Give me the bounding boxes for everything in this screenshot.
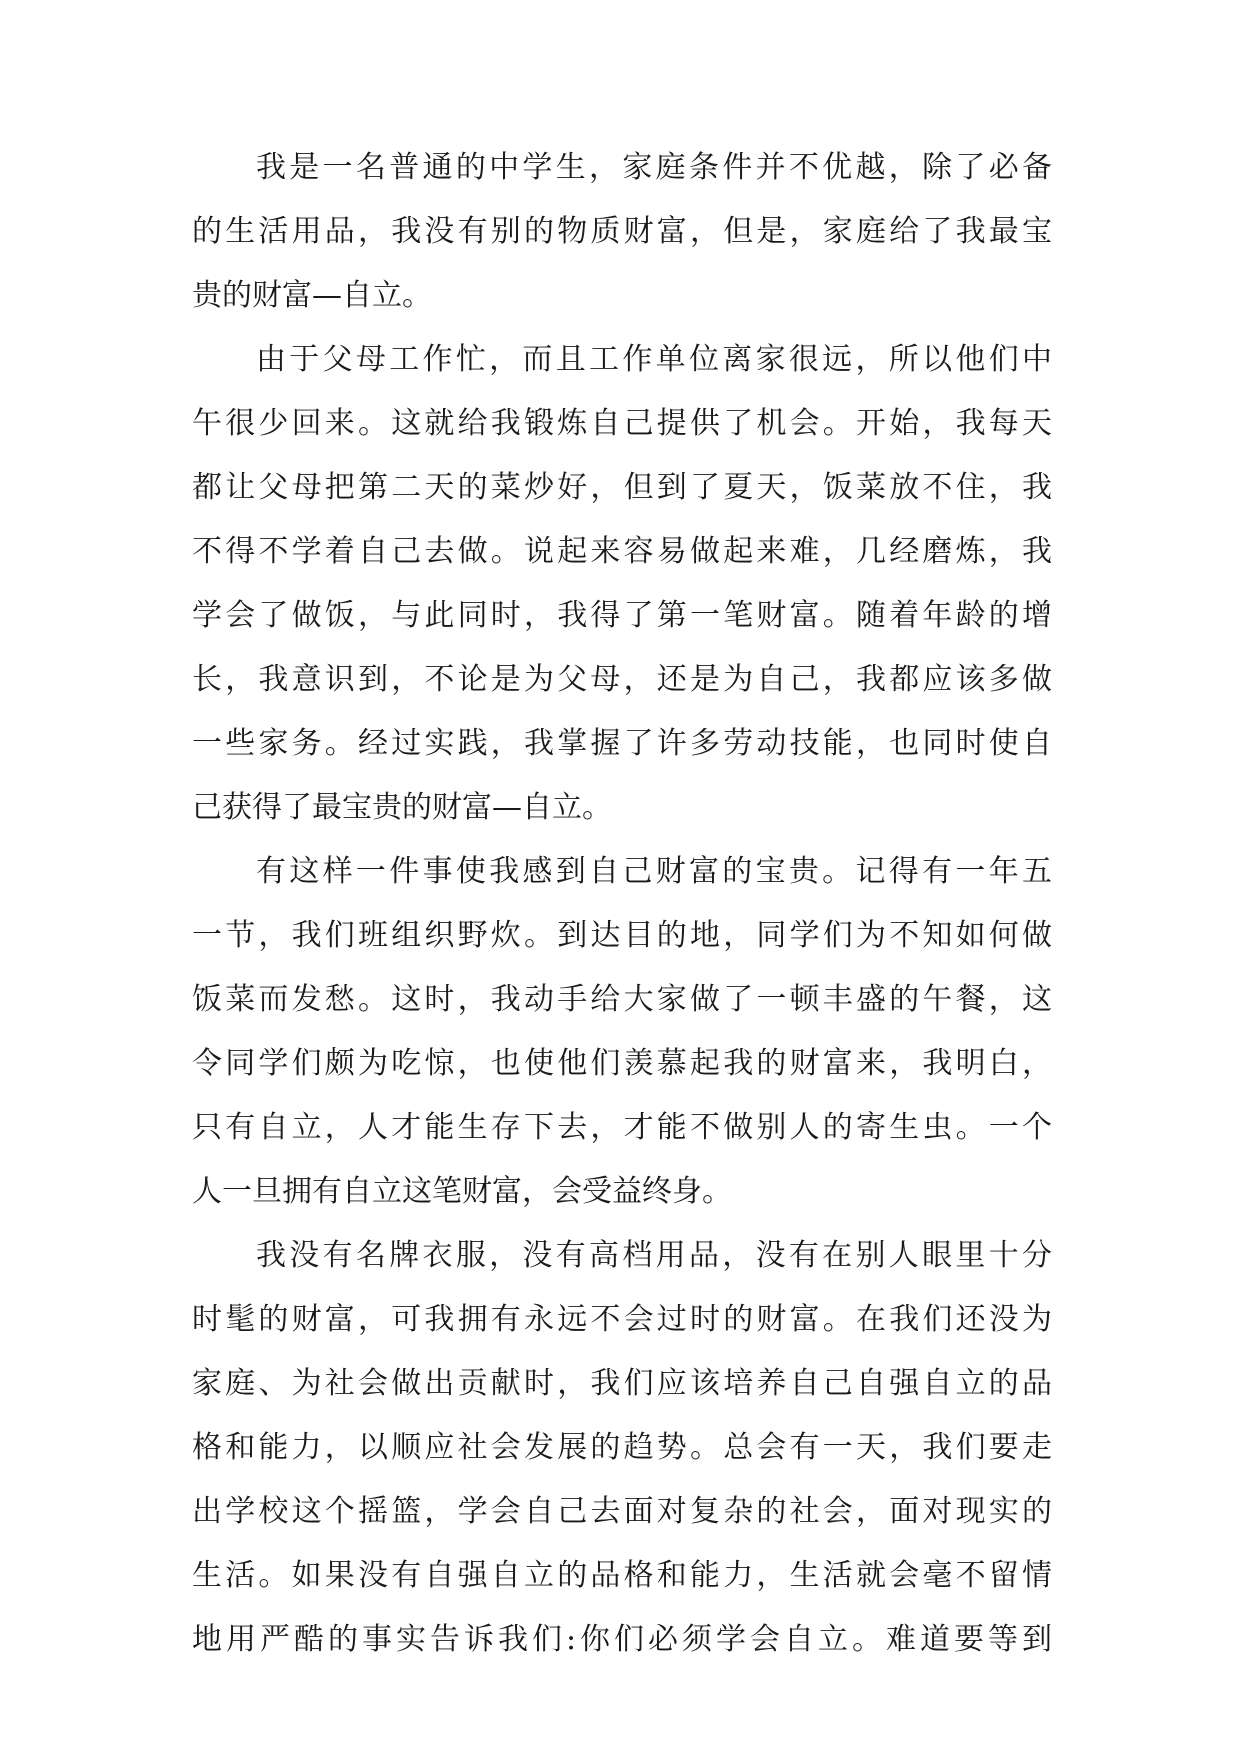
paragraph-2-line-7: 一些家务。经过实践，我掌握了许多劳动技能，也同时使自 — [192, 726, 1052, 761]
paragraph-2-line-2: 午很少回来。这就给我锻炼自己提供了机会。开始，我每天 — [192, 406, 1052, 441]
paragraph-4-line-7: 地用严酷的事实告诉我们:你们必须学会自立。难道要等到 — [192, 1622, 1052, 1657]
paragraph-2-line-1: 由于父母工作忙，而且工作单位离家很远，所以他们中 — [256, 342, 1052, 377]
paragraph-4-line-3: 家庭、为社会做出贡献时，我们应该培养自己自强自立的品 — [192, 1366, 1052, 1401]
paragraph-4-line-2: 时髦的财富，可我拥有永远不会过时的财富。在我们还没为 — [192, 1302, 1052, 1337]
paragraph-3-line-6: 人一旦拥有自立这笔财富，会受益终身。 — [192, 1174, 732, 1209]
paragraph-2-line-6: 长，我意识到，不论是为父母，还是为自己，我都应该多做 — [192, 662, 1052, 697]
paragraph-3-line-5: 只有自立，人才能生存下去，才能不做别人的寄生虫。一个 — [192, 1110, 1052, 1145]
paragraph-2-line-4: 不得不学着自己去做。说起来容易做起来难，几经磨炼，我 — [192, 534, 1052, 569]
paragraph-4-line-1: 我没有名牌衣服，没有高档用品，没有在别人眼里十分 — [256, 1238, 1052, 1273]
paragraph-4-line-4: 格和能力，以顺应社会发展的趋势。总会有一天，我们要走 — [192, 1430, 1052, 1465]
paragraph-3-line-4: 令同学们颇为吃惊，也使他们羡慕起我的财富来，我明白， — [192, 1046, 1052, 1081]
paragraph-1-line-1: 我是一名普通的中学生，家庭条件并不优越，除了必备 — [256, 150, 1052, 185]
paragraph-1-line-2: 的生活用品，我没有别的物质财富，但是，家庭给了我最宝 — [192, 214, 1052, 249]
paragraph-2-line-8: 己获得了最宝贵的财富—自立。 — [192, 790, 612, 825]
paragraph-3-line-3: 饭菜而发愁。这时，我动手给大家做了一顿丰盛的午餐，这 — [192, 982, 1052, 1017]
paragraph-3-line-1: 有这样一件事使我感到自己财富的宝贵。记得有一年五 — [256, 854, 1052, 889]
paragraph-2-line-5: 学会了做饭，与此同时，我得了第一笔财富。随着年龄的增 — [192, 598, 1052, 633]
paragraph-3-line-2: 一节，我们班组织野炊。到达目的地，同学们为不知如何做 — [192, 918, 1052, 953]
paragraph-2-line-3: 都让父母把第二天的菜炒好，但到了夏天，饭菜放不住，我 — [192, 470, 1052, 505]
paragraph-4-line-5: 出学校这个摇篮，学会自己去面对复杂的社会，面对现实的 — [192, 1494, 1052, 1529]
paragraph-1-line-3: 贵的财富—自立。 — [192, 278, 432, 313]
paragraph-4-line-6: 生活。如果没有自强自立的品格和能力，生活就会毫不留情 — [192, 1558, 1052, 1593]
